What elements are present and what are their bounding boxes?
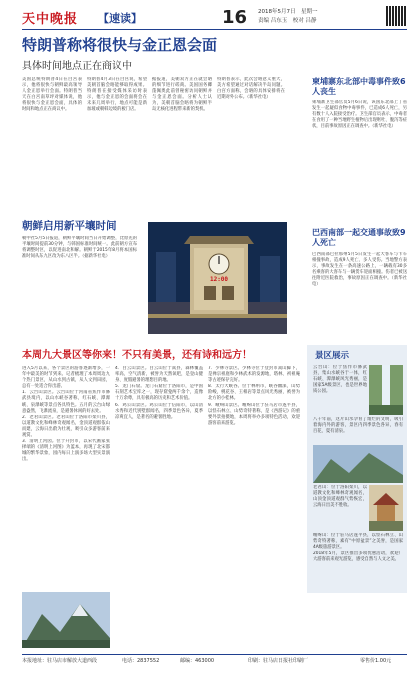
- scenic-paragraph: 云台山：位于焦作市修武县，集山水峡谷于一体，红石峡、潭瀑峡风光秀丽，是国家5A级景区，也是世界地质公园。: [313, 365, 367, 395]
- lead-column: [152, 77, 212, 214]
- opinion-body: [22, 236, 137, 324]
- scenic-text-block: [313, 485, 367, 531]
- barcode-icon: [386, 6, 406, 26]
- feature-paragraph: 1．云台山景区。云台山位于河南省焦作市修武县境内，以山水峡谷著称，红石峡、潭瀑峡、泉瀑峡等景点各具特色。五月的云台山绿意盎然，飞瀑流泉，是避暑休闲的好去处。: [22, 390, 110, 414]
- landscape-image: [313, 445, 403, 483]
- feature-paragraph: 3．清明上河园。位于开封市，以宋代画家张择端的《清明上河图》为蓝本，再现了北宋都城的繁华景象，园内每日上演多场大型实景演出。: [22, 439, 110, 463]
- scenic-paragraph: 八千年前，这片山水孕育了灿烂的文明，吸引着海内外的游客，景区内四季景色各异，春有百花、夏有清泉。: [313, 417, 403, 435]
- scenic-title: 景区展示: [315, 351, 350, 361]
- page-number: 16: [222, 7, 248, 28]
- footer-divider: [22, 654, 407, 655]
- feature-column: [115, 366, 203, 588]
- issue-date: 2018年5月7日 星期一: [258, 9, 318, 15]
- side-news-title: 巴西南部一起交通事故致9人死亡: [312, 228, 406, 247]
- clock-time-label: 12:00: [209, 276, 229, 283]
- scenic-text-block: [313, 417, 403, 443]
- side-news-body: [312, 100, 407, 210]
- newspaper-logo: 天中晚报: [22, 12, 79, 27]
- scenic-paragraph: 老君山：位于洛阳栾川，以道教文化和峰林奇观闻名，山顶金顶道观群气势恢宏，云海日出美不胜收。: [313, 485, 367, 509]
- feature-column: [22, 366, 110, 588]
- side-news-body: [312, 252, 407, 334]
- lead-paragraph: 特朗普表示，此次会晤意义重大，美方希望通过对话解决半岛问题。白宫方面称，会晤的具体安排将在近期对外公布。（新华社电）: [217, 77, 285, 101]
- lead-column: [217, 77, 285, 214]
- lead-paragraph: 美国总统特朗普4日在白宫表示，他将很快与朝鲜最高领导人金正恩举行会面。特朗普当天在白宫南草坪对媒体说，他将很快与金正恩会面，具体的时间和地点正在商议中。: [22, 77, 82, 113]
- mountain-photo: [22, 592, 110, 648]
- feature-paragraph: 7．少林寺景区。少林寺位于登封市嵩山脚下，是禅宗祖庭和少林武术的发源地，塔林、初祖庵等古迹保存完好。: [208, 366, 300, 384]
- news-photo: [148, 222, 287, 334]
- footer-phone: 电话：2837552: [122, 658, 160, 664]
- editor-credits: 责编 吕东玉 校对 吕静: [258, 18, 317, 24]
- lead-headline: 特朗普称将很快与金正恩会面: [22, 36, 218, 54]
- feature-paragraph: 4．白云山景区。白云山位于嵩县，森林覆盖率高，空气清新，被誉为天然氧吧，是登山健身、度假避暑的理想目的地。: [115, 366, 203, 384]
- scenic-showcase-panel: [307, 345, 407, 593]
- section-name: 【速读】: [98, 12, 142, 25]
- clock-tower-image: [148, 222, 287, 334]
- temple-image: [369, 485, 403, 531]
- lead-paragraph: 特朗普4月3日在白宫说，希望美朝首脑会晤能够取得成果。特朗普在接受媒体采访时表示，他与金正恩的会面将会在未来几周举行，地点可能是新加坡或朝韩边境的板门店。: [87, 77, 147, 113]
- feature-paragraph: 2．老君山景区。老君山位于洛阳市栾川县，以道教文化和峰林奇观闻名，金顶道观群依山而建，云海日出蔚为壮观，吸引众多游客前来观赏。: [22, 414, 110, 439]
- side-news-paragraph: 柬埔寨卫生部官员5月6日说，该国东北部上丁省发生一起疑似食物中毒事件，已造成6人死亡，另有数十人入院接受治疗。卫生部官员表示，中毒者在食用了一种当地野生植物后出现呕吐、腹泻等症状，目前事故原因正在调查中。（新华社电）: [312, 100, 407, 130]
- lead-column: [22, 77, 82, 214]
- opinion-paragraph: 朝中社5月5日报道，朝鲜平壤时间当日开始调整，比原先的平壤时间提前30分钟，与韩国标准时间统一。此前朝方宣布将调整时区，以促进南北和解。朝鲜于2015年8月将本国标准时间从东九区改为东八区半。（据新华社电）: [22, 236, 137, 260]
- masthead: [0, 0, 415, 30]
- footer-address: 本报地址：驻马店市解放大道西段: [22, 658, 98, 664]
- lead-column: [87, 77, 147, 214]
- feature-paragraph: 8．太行大峡谷。位于林州市，峡谷幽深，山势险峻，桃花谷、王相岩等景点风光秀丽，被誉为北方的小桂林。: [208, 384, 300, 402]
- footer-price: 零售价1.00元: [360, 658, 392, 664]
- side-news-paragraph: 巴西南部巴拉那州5月5日发生一起大客车与卡车相撞事故，造成9人死亡、多人受伤。当地警方表示，事故发生在一条高速公路上，一辆载有30多名乘客的大客车与一辆货车迎面相撞。伤者已被送往附近医院救治，事故原因正在调查中。（新华社电）: [312, 252, 407, 288]
- opinion-headline: 朝鲜启用新平壤时间: [22, 220, 117, 232]
- scenic-paragraph: 2018年5月，景区推出多项优惠活动，欢迎广大游客前来观光游览，感受自然与人文之美。: [313, 551, 403, 563]
- scenic-text-block: [313, 533, 403, 589]
- side-news-title: 柬埔寨东北部中毒事件致6人丧生: [312, 77, 406, 96]
- feature-paragraph: 5．龙门石窟。龙门石窟位于洛阳市，是中国石刻艺术宝库之一，现存窟龛两千余个，造像十万余尊，具有极高的历史和艺术价值。: [115, 384, 203, 402]
- feature-paragraph: 进入5月以来，各个景区的游客逐渐增多，一年中最美的时节到来。记者梳理了本周周边九个热门景区，从山水到古镇，从人文到田园，总有一处适合你出游。: [22, 366, 110, 390]
- waterfall-image: [369, 365, 403, 415]
- feature-paragraph: 6．鸡公山景区。鸡公山位于信阳市，以山清水秀和近代别墅群闻名，四季景色各异，夏季凉爽宜人，是著名的避暑胜地。: [115, 402, 203, 420]
- lead-subheadline: 具体时间地点正在商议中: [22, 61, 132, 72]
- scenic-paragraph: 嵖岈山：位于驻马店遂平县，以怪石林立、山势奇特著称，素有“中原盆景”之美誉，是国家4A级旅游景区。: [313, 533, 403, 551]
- feature-headline: 本周九大景区等你来！不只有美景，还有诗和远方！: [22, 350, 252, 361]
- feature-paragraph: 9．嵖岈山景区。嵖岈山位于驻马店市遂平县，以怪石林立、山势奇特著称，是《西游记》的重要外景拍摄地，本周将举办多项特色活动，欢迎游客前来游览。: [208, 402, 300, 426]
- lead-paragraph: 据报道，美朝双方正在就会晤的细节进行磋商。美国国务卿蓬佩奥此前曾秘密访问朝鲜并与金正恩会面。分析人士认为，美朝首脑会晤将为朝鲜半岛无核化进程带来新的契机。: [152, 77, 212, 113]
- feature-column: [208, 366, 300, 588]
- header-divider: [22, 29, 407, 30]
- footer-postcode: 邮编：463000: [180, 658, 215, 664]
- footer-printer: 印刷：驻马店日报社印刷厂: [248, 658, 309, 664]
- scenic-text-block: [313, 365, 367, 415]
